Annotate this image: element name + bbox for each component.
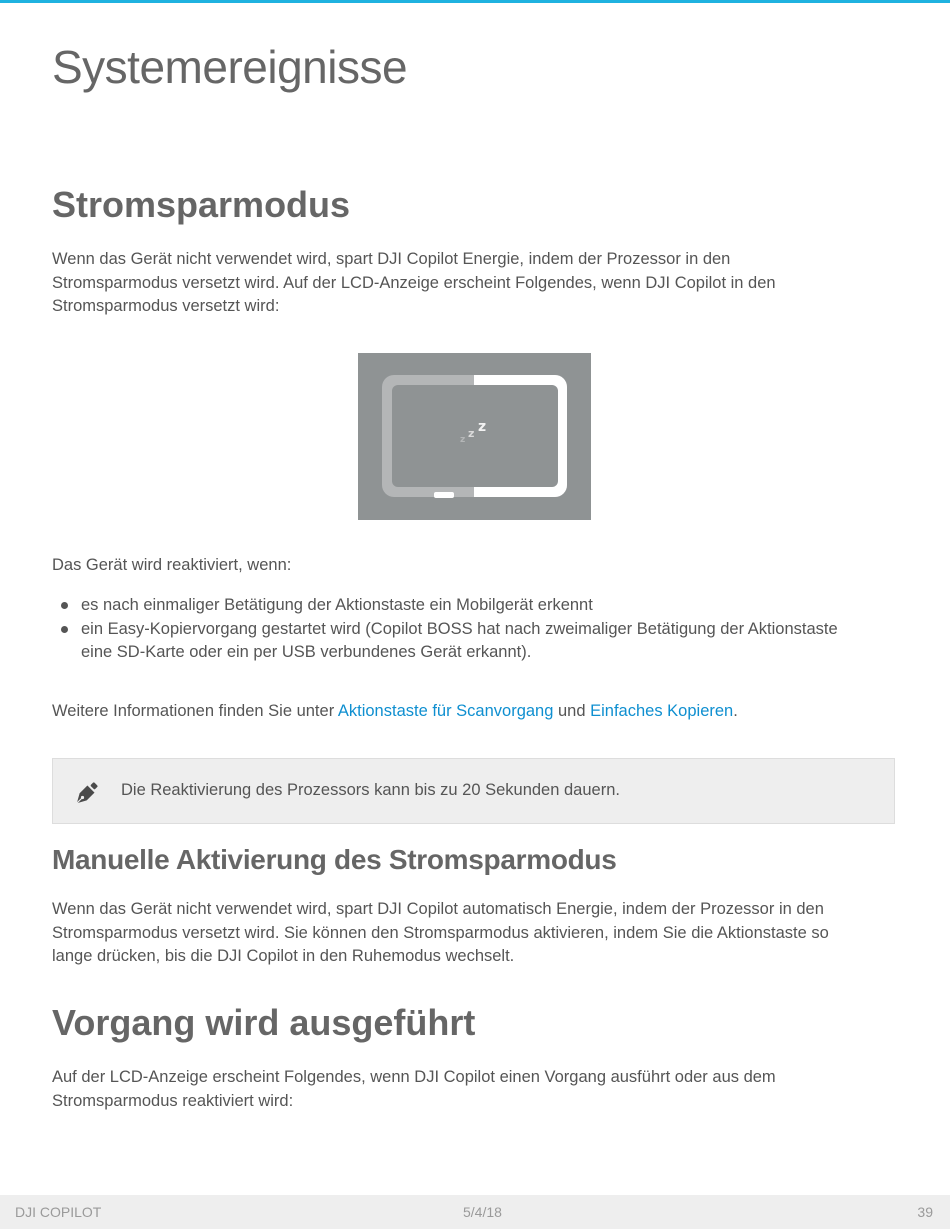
more-info-mid: und [553,702,591,720]
paragraph-line-1: Auf der LCD-Anzeige erscheint Folgendes, wenn DJI Copilot einen Vorgang ausführt oder aus dem [52,1068,776,1086]
paragraph-line-2: Stromsparmodus reaktiviert wird: [52,1091,294,1110]
svg-text:z: z [468,427,475,440]
stromsparmodus-intro [52,248,902,319]
more-info-paragraph [52,700,902,724]
intro-line-3: Stromsparmodus versetzt wird: [52,297,280,315]
svg-text:z: z [460,435,466,445]
section-heading-manuelle-aktivierung: Manuelle Aktivierung des Stromsparmodus [52,844,617,875]
pen-icon [71,779,101,809]
wake-intro: Das Gerät wird reaktiviert, wenn: [52,556,292,574]
paragraph-line-1: Wenn das Gerät nicht verwendet wird, spart DJI Copilot automatisch Energie, indem der Prozessor in den [52,900,824,918]
bullet-dot [61,602,68,609]
note-box [52,758,895,824]
list-item-text: ein Easy-Kopiervorgang gestartet wird (Copilot BOSS hat nach zweimaliger Betätigung der Aktionstaste [81,619,838,638]
page-title: Systemereignisse [52,41,408,93]
link-einfaches-kopieren[interactable]: Einfaches Kopieren [590,702,734,720]
bullet-dot [61,626,68,633]
paragraph-line-2: Stromsparmodus versetzt wird. Sie können den Stromsparmodus aktivieren, indem Sie die Aktionstaste so [52,923,829,942]
list-item [52,594,902,618]
section-heading-vorgang: Vorgang wird ausgeführt [52,1002,476,1043]
vorgang-paragraph [52,1066,902,1113]
svg-text:z: z [478,419,487,435]
paragraph-line-3: lange drücken, bis die DJI Copilot in den Ruhemodus wechselt. [52,947,515,965]
link-aktionstaste-scanvorgang[interactable]: Aktionstaste für Scanvorgang [337,702,554,720]
list-item-text-continued: eine SD-Karte oder ein per USB verbundenes Gerät erkannt). [81,643,532,661]
sleep-mode-lcd-illustration [358,353,591,520]
top-accent-rule [0,0,950,3]
note-text: Die Reaktivierung des Prozessors kann bis zu 20 Sekunden dauern. [121,781,620,799]
section-heading-stromsparmodus: Stromsparmodus [52,184,351,225]
list-item [52,618,902,665]
footer-date: 5/4/18 [463,1204,502,1220]
intro-line-2: Stromsparmodus versetzt wird. Auf der LCD-Anzeige erscheint Folgendes, wenn DJI Copilot in den [52,273,776,292]
footer-page-number: 39 [917,1204,933,1220]
more-info-prefix: Weitere Informationen finden Sie unter [52,702,338,720]
manuelle-aktivierung-paragraph [52,898,902,969]
page-footer [0,1195,950,1229]
more-info-suffix: . [733,702,738,720]
wake-conditions-list [52,594,902,665]
footer-product-name: DJI COPILOT [15,1204,102,1220]
list-item-text: es nach einmaliger Betätigung der Aktionstaste ein Mobilgerät erkennt [81,596,593,614]
intro-line-1: Wenn das Gerät nicht verwendet wird, spart DJI Copilot Energie, indem der Prozessor in den [52,250,731,268]
